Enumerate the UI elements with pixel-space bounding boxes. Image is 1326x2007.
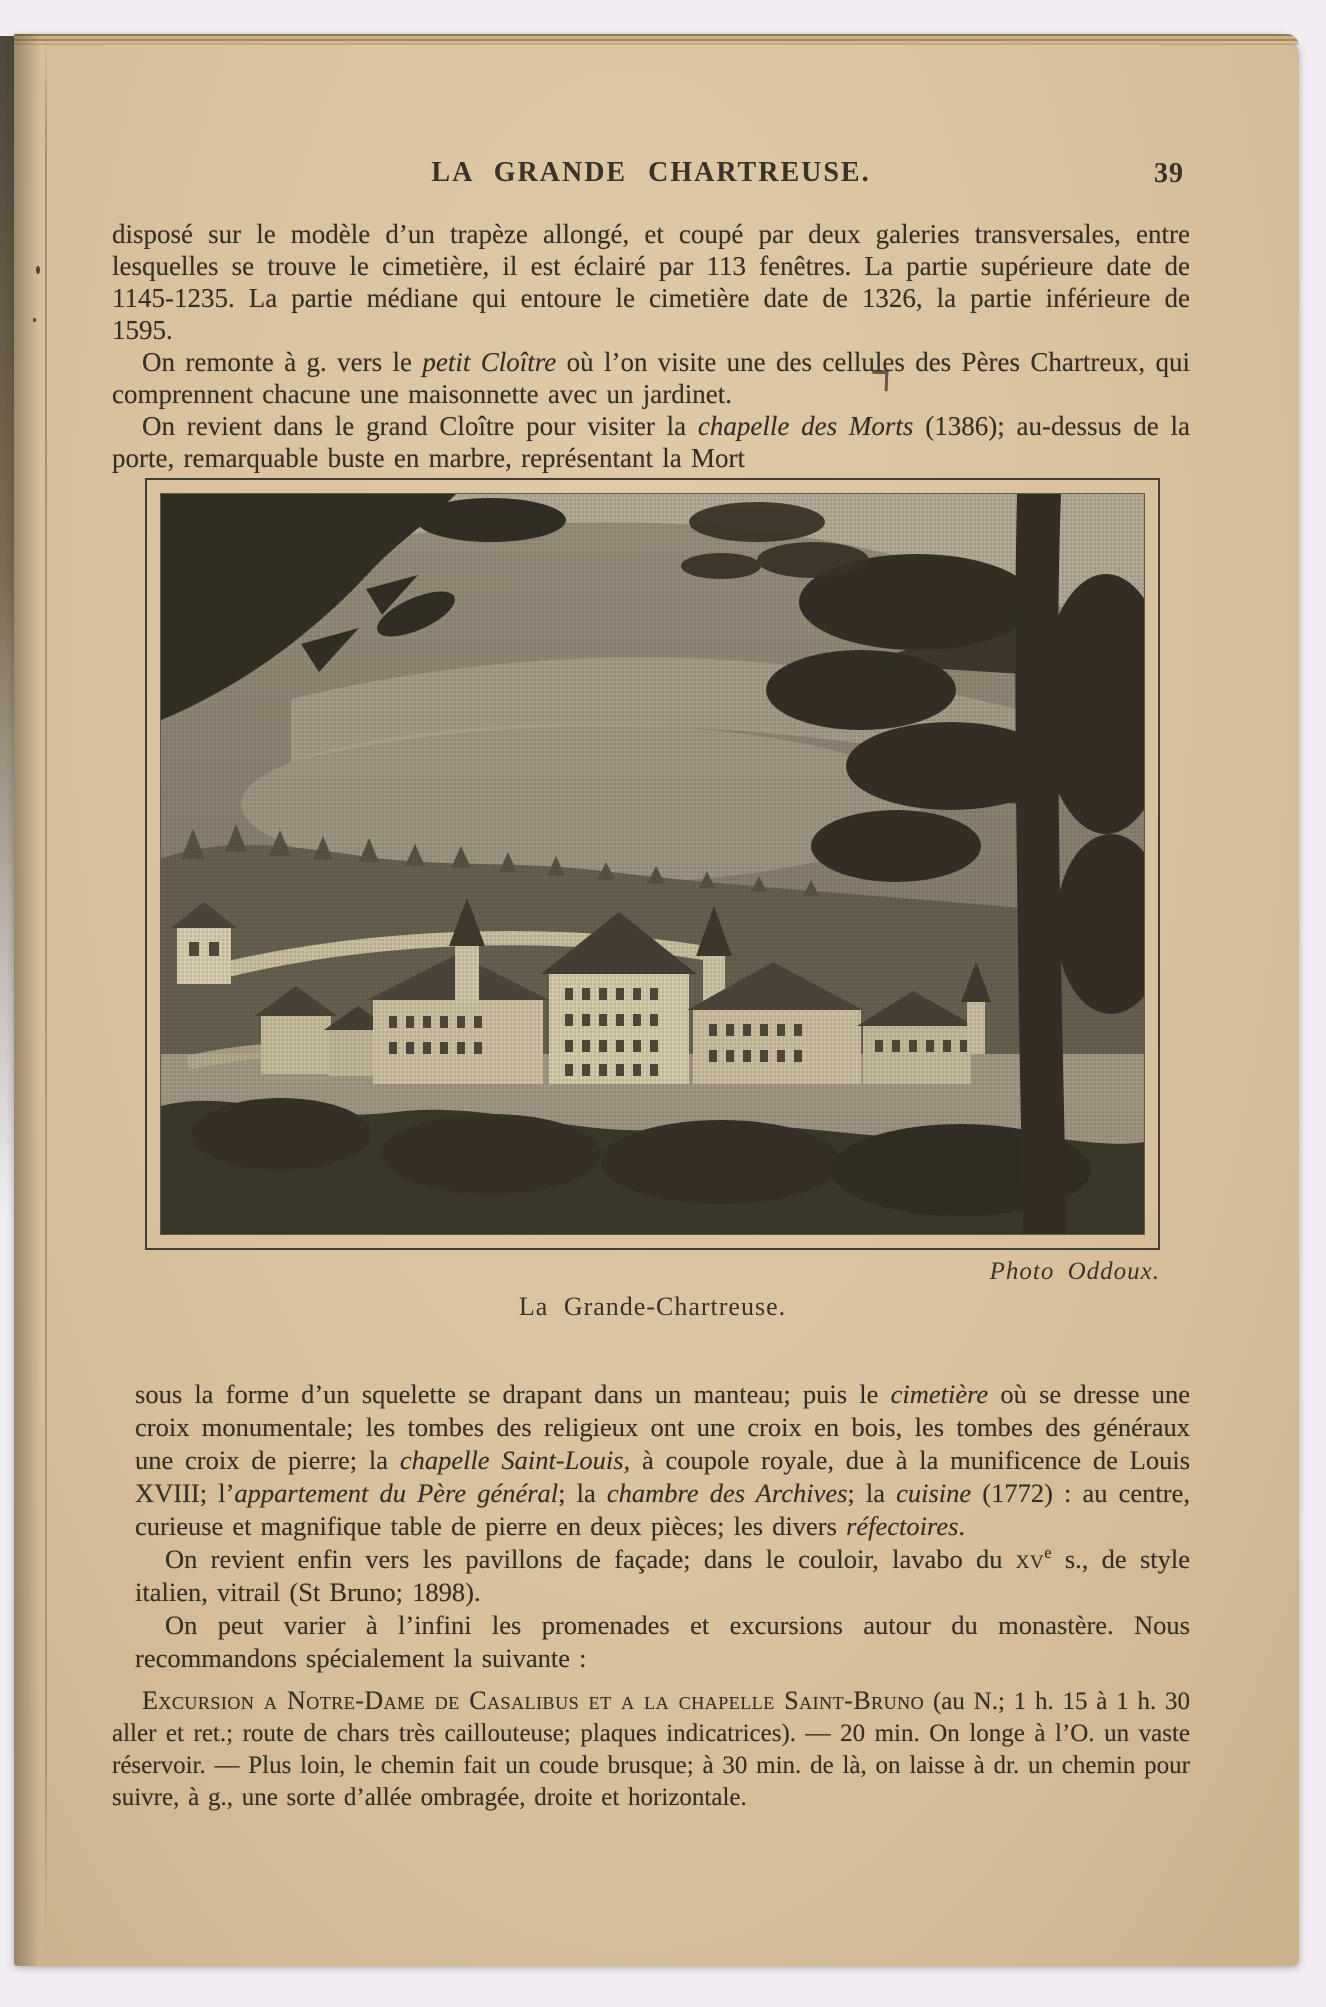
ink-speck <box>36 266 40 274</box>
text-run: ; la <box>558 1478 607 1508</box>
paragraph-5 <box>135 1543 1190 1609</box>
text-run-italic: réfectoires <box>846 1511 959 1541</box>
monastery-photo <box>160 493 1145 1235</box>
text-run-italic: chapelle des Morts <box>697 411 914 441</box>
paragraph-6 <box>135 1609 1190 1675</box>
text-run: (au N.; 1 h. 15 à 1 h. 30 aller et ret.; route de chars très caillouteuse; plaques indicatrices). — 20 min. On longe à l’O. un vaste réservoir. — Plus loin, le chemin fait un coude brusque; à 30 min. de là, on laisse à dr. un chemin pour suivre, à g., une sorte d’allée ombragée, droite et horizontale. <box>112 1688 1190 1811</box>
text-run-italic: cimetière <box>890 1379 989 1409</box>
monastery-photo-illustration <box>161 494 1144 1234</box>
book-page <box>14 34 1299 1966</box>
text-run: à coupole royale, due à la munificence de Louis XVIII; l’ <box>135 1445 1191 1508</box>
text-run: où l’on visite une des cellules des Pères Chartreux, qui comprennent chacune une maisonnette avec un jardinet. <box>112 347 1190 409</box>
text-run: (1772) : au centre, curieuse et magnifique table de pierre en deux pièces; les divers <box>135 1478 1190 1541</box>
text-run-italic: appartement du Père général <box>234 1478 559 1508</box>
binding-crease-line <box>45 38 47 1960</box>
text-run: On remonte à g. vers le <box>142 347 423 377</box>
text-run-smallcaps: Excursion a Notre-Dame de Casalibus et a la chapelle Saint-Bruno <box>142 1686 925 1715</box>
text-run: sous la forme d’un squelette se drapant dans un manteau; puis le <box>135 1379 891 1409</box>
text-run-smallcaps: xv <box>1015 1544 1045 1574</box>
page-content <box>112 34 1190 1814</box>
paragraph-7-excursion <box>112 1685 1190 1814</box>
text-run: On peut varier à l’infini les promenades et excursions autour du monastère. Nous recommandons spécialement la suivante : <box>135 1610 1190 1673</box>
paragraph-1 <box>112 218 1190 346</box>
running-header <box>112 156 1190 190</box>
photo-credit: Photo Oddoux. <box>989 1258 1160 1285</box>
text-run-italic: cuisine <box>896 1478 972 1508</box>
paragraph-2 <box>112 346 1190 410</box>
text-run: . <box>958 1511 966 1541</box>
figure-la-grande-chartreuse <box>145 478 1160 1322</box>
text-run: s., de style italien, vitrail (St Bruno; 1898). <box>135 1544 1190 1607</box>
text-run-italic: chapelle Saint-Louis, <box>399 1445 631 1475</box>
text-run-superscript: e <box>1044 1543 1052 1563</box>
text-run: ; la <box>847 1478 897 1508</box>
lower-text-block <box>135 1378 1190 1675</box>
page-title: LA GRANDE CHARTREUSE. <box>431 157 871 188</box>
photo-caption: La Grande-Chartreuse. <box>518 1292 787 1321</box>
text-run-italic: chambre des Archives <box>606 1478 848 1508</box>
text-run-italic: petit Cloître <box>422 347 557 377</box>
paragraph-3 <box>112 410 1190 474</box>
ink-speck <box>33 318 36 322</box>
paragraph-4 <box>135 1378 1190 1543</box>
text-run: (1386); au-dessus de la porte, remarquable buste en marbre, représentant la Mort <box>112 411 1191 473</box>
page-number: 39 <box>1154 158 1184 189</box>
text-run: On revient enfin vers les pavillons de façade; dans le couloir, lavabo du <box>165 1544 1016 1574</box>
text-run: disposé sur le modèle d’un trapèze allongé, et coupé par deux galeries transversales, entre lesquelles se trouve le cimetière, il est éclairé par 113 fenêtres. La partie supérieure date de 1145-1235. La partie médiane qui entoure le cimetière date de 1326, la partie inférieure de 1595. <box>112 219 1190 345</box>
text-run: On revient dans le grand Cloître pour visiter la <box>142 411 698 441</box>
text-run: où se dresse une croix monumentale; les tombes des religieux ont une croix en bois, les tombes des généraux une croix de pierre; la <box>135 1379 1190 1475</box>
photo-frame <box>145 478 1160 1250</box>
gutter-shadow <box>14 34 40 1966</box>
book-spine-shadow <box>0 36 14 1216</box>
